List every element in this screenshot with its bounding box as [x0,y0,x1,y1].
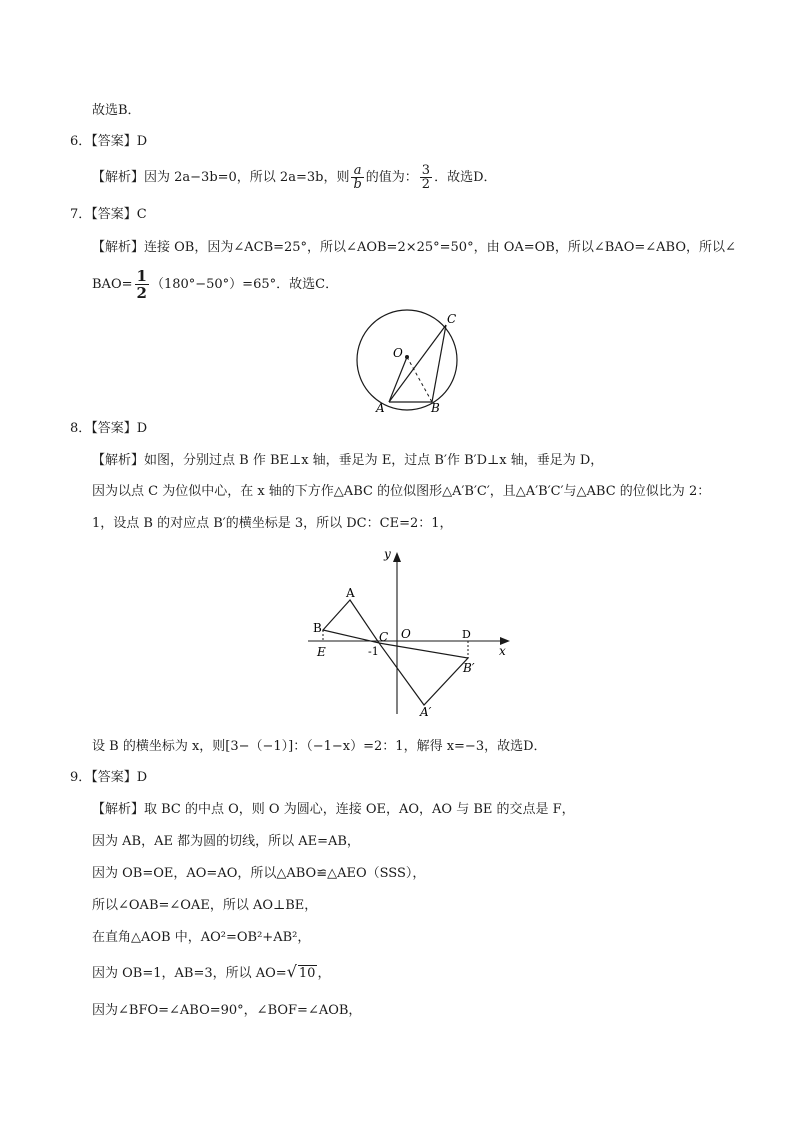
q9-line3: 因为 OB=OE，AO=AO，所以△ABO≌△AEO（SSS）， [92,866,426,881]
fig2-label-o: O [401,627,411,641]
fig2-label-y: y [384,547,391,561]
fig1-segment-ob-dashed [407,357,432,402]
q6-heading: 6．【答案】D [70,134,148,149]
fig1-label-c: C [447,312,457,326]
q7-text-a: BAO= [92,277,133,292]
fig1-label-a: A [376,401,385,415]
q9-line2: 因为 AB，AE 都为圆的切线，所以 AE=AB， [92,834,360,849]
q6-frac2-num: 3 [421,163,431,178]
q9-line5: 在直角△AOB 中，AO²=OB²+AB²， [92,930,311,945]
q9-heading: 9．【答案】D [70,770,148,785]
q9-sqrt-value: 10 [298,966,316,981]
fig1-circle [357,310,457,410]
q6-frac1-num: a [351,164,363,178]
q6-frac1-den: b [353,177,362,192]
fig1-label-b: B [431,401,440,415]
q9-text-b: ， [317,966,331,981]
q7-text-b: （180°−50°）=65°．故选C． [150,277,339,292]
fig2-y-arrow [393,552,401,562]
q6-frac2-den: 2 [421,177,431,192]
q8-line1: 【解析】如图，分别过点 B 作 BE⊥x 轴，垂足为 E，过点 B′作 B′D⊥x 轴，垂足为 D， [92,453,604,468]
q7-frac-num: 1 [136,267,147,285]
q8-line2: 因为以点 C 为位似中心，在 x 轴的下方作△ABC 的位似图形△A′B′C′，且△A′B′C′与△ABC 的位似比为 2： [92,484,711,499]
fig2-triangle-abc [323,600,379,643]
q7-line1: 【解析】连接 OB，因为∠ACB=25°，所以∠AOB=2×25°=50°，由 OA=OB，所以∠BAO=∠ABO，所以∠ [92,240,736,255]
line-l1: 故选B． [92,103,141,118]
fig1-segment-bc [432,325,446,402]
q6-fraction-3-over-2 [420,164,432,191]
q7-frac-den: 2 [136,284,147,302]
fig2-label-c: C [379,630,389,644]
q6-text-b: 的值为： [365,170,418,185]
fig2-label-b: B [313,621,322,635]
fig2-label-b-prime: B′ [463,661,475,675]
fig2-label-a-prime: A′ [420,705,432,719]
q9-text-a: 因为 OB=1，AB=3，所以 AO= [92,966,287,981]
fig2-triangle-apbpc [379,643,468,705]
sqrt-sign-icon: √ [286,962,297,981]
q9-line4: 所以∠OAB=∠OAE，所以 AO⊥BE， [92,898,318,913]
q6-text-c: ．故选D． [434,170,497,185]
q8-line4: 设 B 的横坐标为 x，则[3−（−1）]：（−1−x）=2：1，解得 x=−3，故选D． [92,739,547,754]
fig2-label-d: D [462,628,471,641]
q6-fraction-a-over-b [351,164,363,191]
fig2-label-e: E [317,645,326,659]
q7-fraction-half [135,268,149,301]
fig1-center-point [405,355,409,359]
q6-text-a: 【解析】因为 2a−3b=0，所以 2a=3b，则 [92,170,350,185]
q9-line7: 因为∠BFO=∠ABO=90°，∠BOF=∠AOB， [92,1003,362,1018]
fig2-label-x: x [499,644,506,658]
q7-line2 [92,266,338,304]
fig1-segment-oa [389,357,407,402]
fig2-label-a: A [346,586,355,600]
q9-line6 [92,962,330,984]
q6-explanation [92,160,497,196]
q7-circle-figure [345,305,475,417]
q9-line1: 【解析】取 BC 的中点 O，则 O 为圆心，连接 OE，AO，AO 与 BE 的交点是 F， [92,802,575,817]
q8-line3: 1，设点 B 的对应点 B′的横坐标是 3，所以 DC：CE=2：1， [92,516,453,531]
q7-heading: 7．【答案】C [70,207,147,222]
fig1-segment-ac [389,325,446,402]
q8-coordinate-figure [300,542,520,720]
q8-heading: 8．【答案】D [70,421,148,436]
fig2-label-minus-one: -1 [368,645,379,658]
fig1-label-o: O [393,346,403,360]
